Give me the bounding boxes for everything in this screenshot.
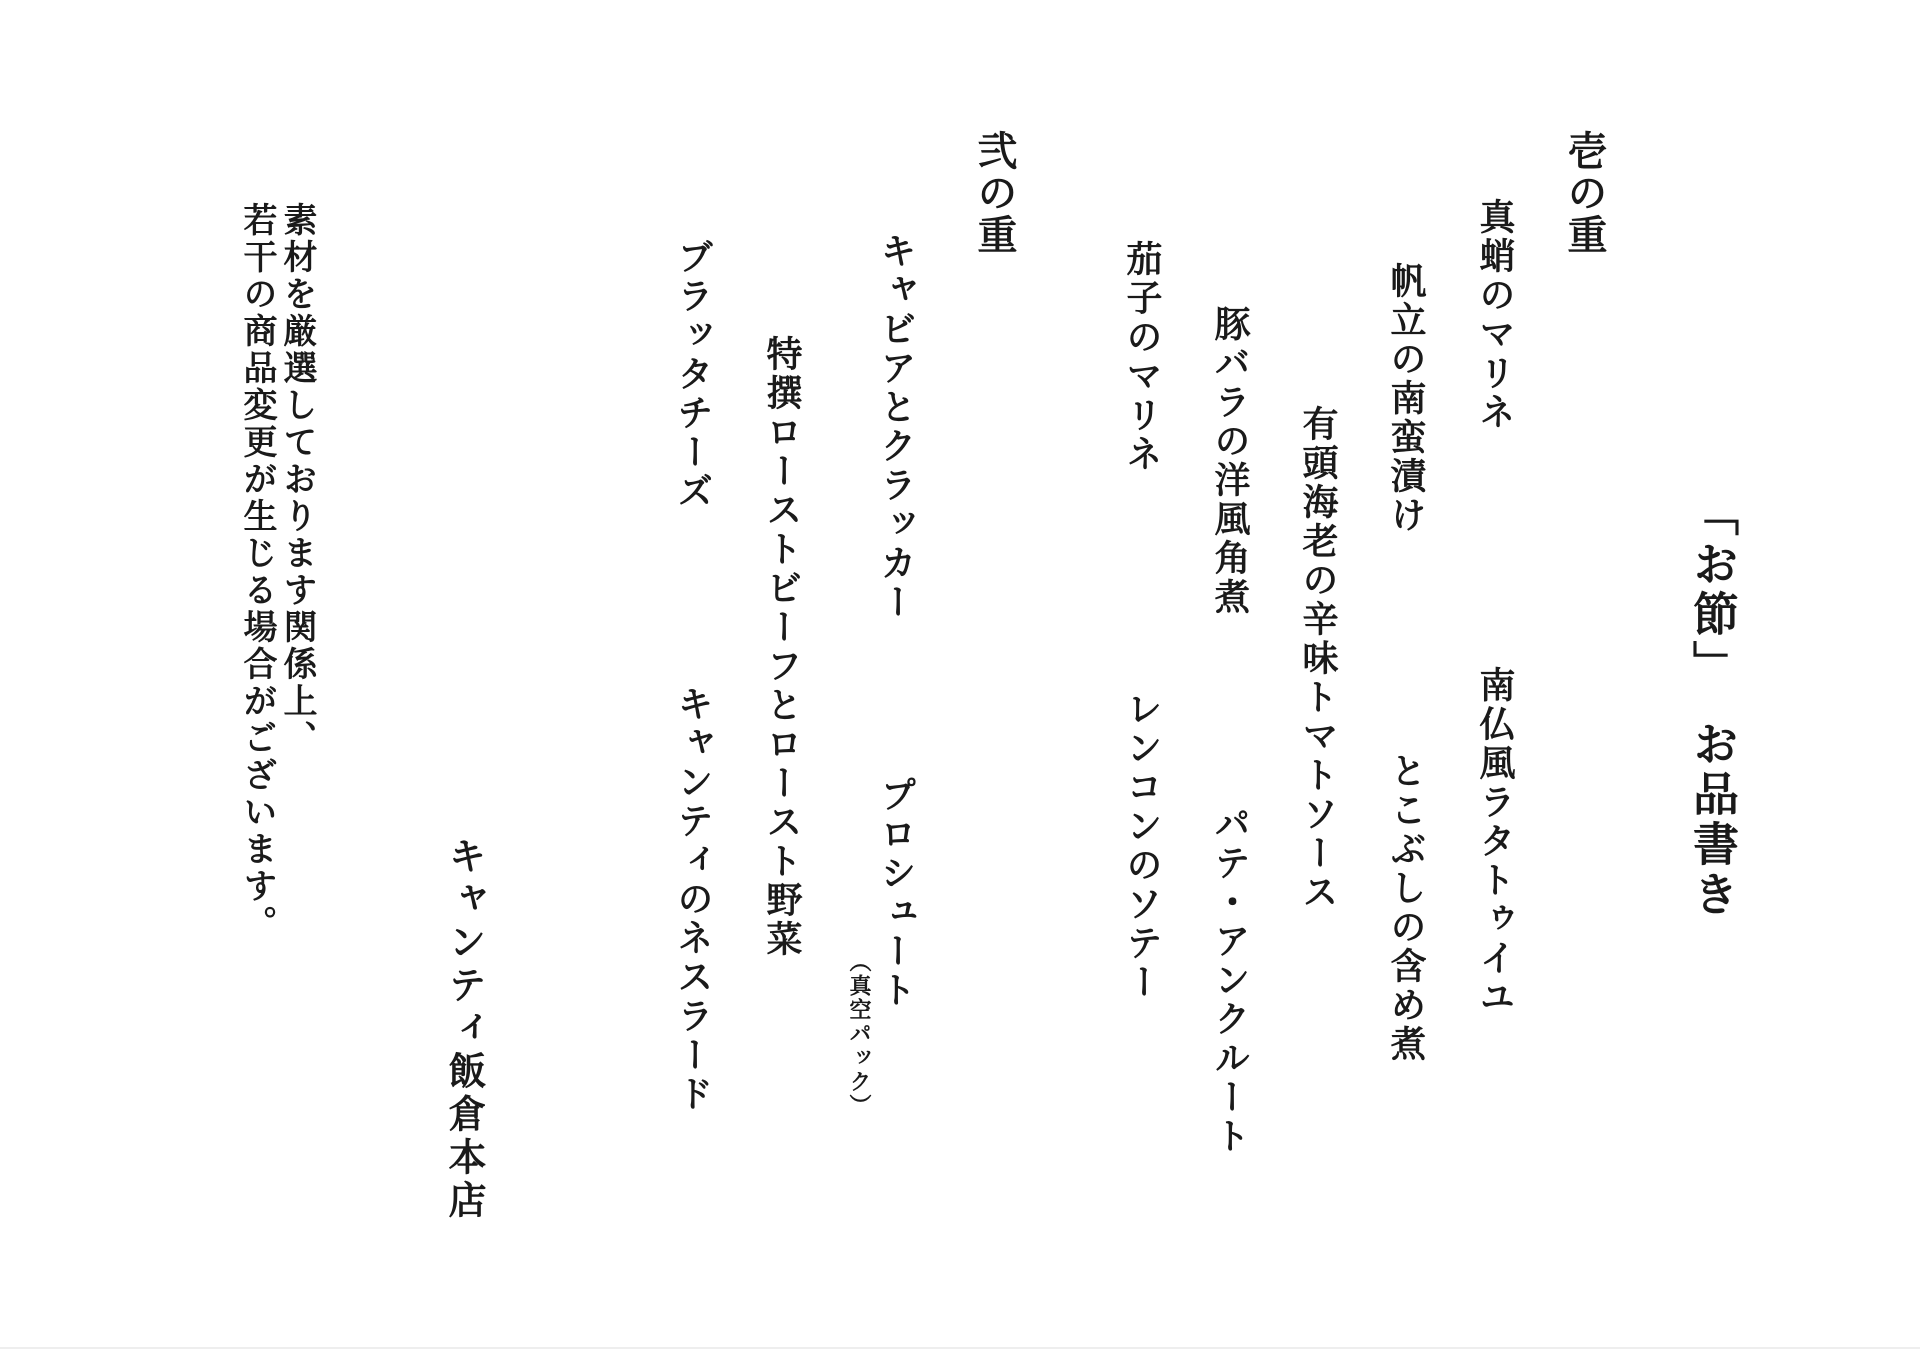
section1-item-2: 南仏風ラタトゥイユ (1474, 666, 1516, 1017)
page-edge-divider (0, 1347, 1920, 1349)
section1-item-4: とこぶしの含め煮 (1385, 752, 1427, 1064)
section2-item-5: キャンティのネスラード (672, 685, 714, 1114)
notice-line-1: 素材を厳選しております関係上、 (277, 202, 317, 757)
section2-item-1: キャビアとクラッカー (875, 232, 917, 622)
section2-heading: 弐の重 (971, 130, 1018, 256)
section1-item-6: 豚バラの洋風角煮 (1209, 305, 1251, 617)
section1-item-8: 茄子のマリネ (1121, 240, 1163, 474)
section2-item-2-note: （真空パック） (846, 950, 872, 1118)
section1-item-3: 帆立の南蛮漬け (1385, 262, 1427, 535)
store-name: キャンティ飯倉本店 (442, 836, 487, 1223)
section1-item-7: パテ・アンクルート (1209, 805, 1251, 1156)
section1-item-5: 有頭海老の辛味トマトソース (1297, 405, 1339, 912)
notice-line-2: 若干の商品変更が生じる場合がございます。 (237, 202, 277, 942)
section1-item-9: レンコンのソテー (1121, 690, 1163, 1002)
menu-title: 「お節」 (1686, 490, 1740, 690)
section1-item-1: 真蛸のマリネ (1474, 198, 1516, 432)
section2-item-4: ブラッタチーズ (672, 238, 714, 511)
section2-item-2: プロシュート (875, 776, 917, 1010)
section2-item-3: 特撰ローストビーフとロースト野菜 (761, 335, 803, 959)
menu-subtitle: お品書き (1686, 720, 1740, 920)
section1-heading: 壱の重 (1561, 130, 1608, 256)
